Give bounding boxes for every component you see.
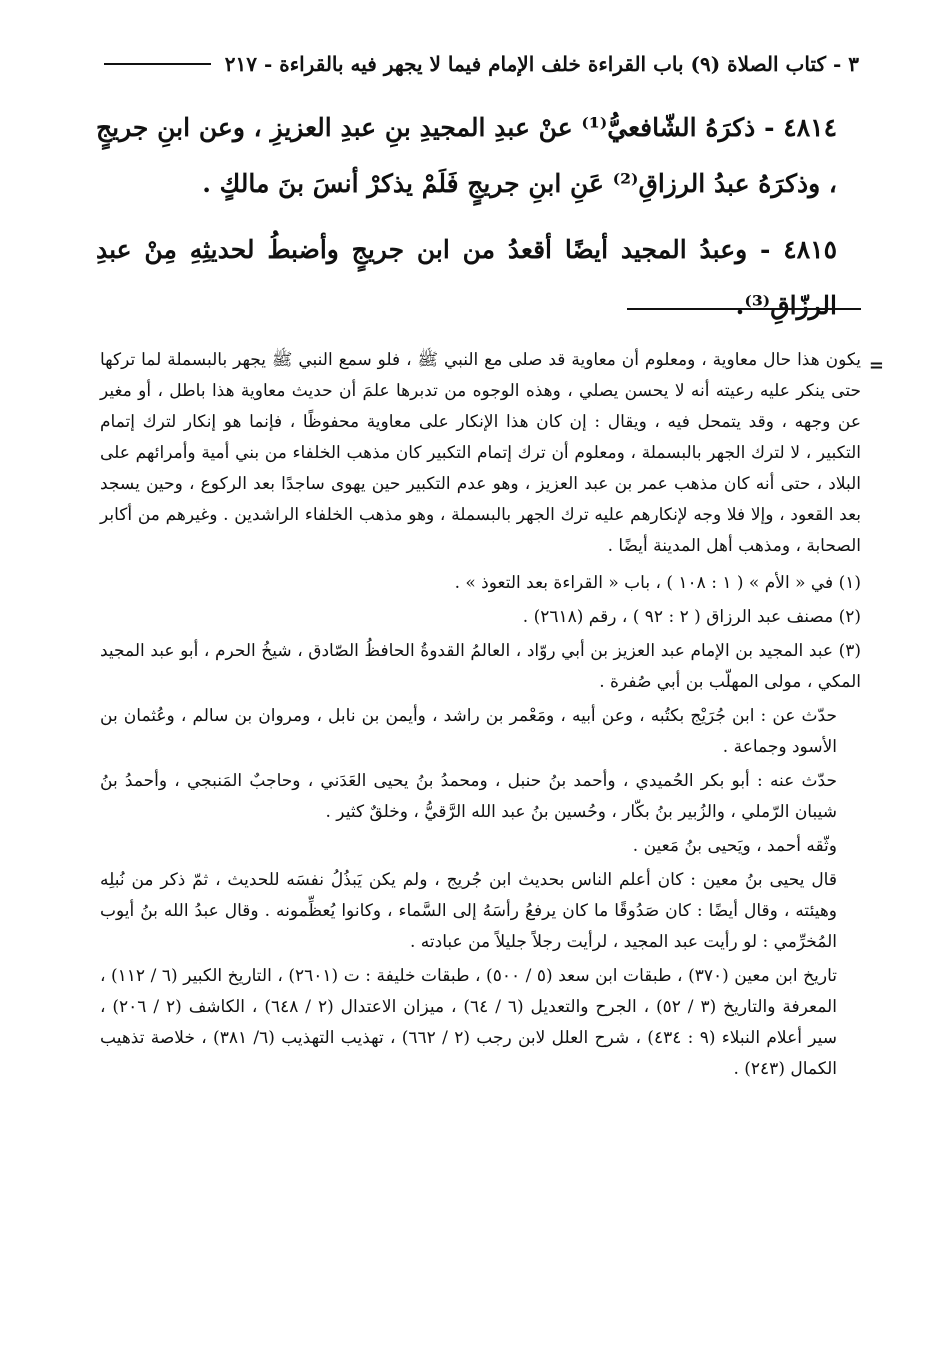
footnote-1: (١) في « الأم » ( ١ : ١٠٨ ) ، باب « القراءة بعد التعوذ » . <box>454 573 861 593</box>
footnotes <box>100 345 861 1088</box>
running-header <box>90 44 859 84</box>
footnote-3-quotes: قال يحيى بنُ معين : كان أعلم الناس بحديث ابن جُريج ، ولم يكن يَبذُلُ نفسَه للحديث ، ثمّ ذكر من نُبلِه وهيئته ، وقال أيضًا : كان صَدُوقًا ما كان يرفعُ رأسَهُ إلى السَّماء ، وكانوا يُعظِّمونه . وقال عبدُ الله بنُ أيوب المُخرِّمي : لو رأيت عبد المجيد ، لرأيت رجلاً جليلاً من عبادته . <box>100 870 837 952</box>
footnote-3-narrated-from: حدّث عن : ابن جُرَيْج بكتُبه ، وعن أبيه ، ومَعْمر بن راشد ، وأيمن بن نابل ، ومروان بن سالم ، وعُثمان بن الأسود وجماعة . <box>100 706 837 757</box>
footnote-continuation: يكون هذا حال معاوية ، ومعلوم أن معاوية قد صلى مع النبي ﷺ ، فلو سمع النبي ﷺ يجهر بالبسملة لما تركها حتى ينكر عليه رعيته أنه لا يحسن يصلي ، وهذه الوجوه من تدبرها علمَ أن حديث معاوية هذا باطل ، أو مغير عن وجهه ، وقد يتمحل فيه ، ويقال : إن كان هذا الإنكار على معاوية محفوظًا ، فإنما هو إنكار لترك إتمام التكبير ، لا لترك الجهر بالبسملة ، ومعلوم أن ترك إتمام التكبير كان مذهب الخلفاء من بني أمية وأمرائهم على البلاد ، حتى أنه كان مذهب عمر بن عبد العزيز ، وهو عدم التكبير حين يهوى ساجدًا بعد الركوع ، وحين يسجد بعد القعود ، وإلا فلا وجه لإنكارهم عليه ترك الجهر بالبسملة ، وهو مذهب الخلفاء الراشدين . وغيرهم من أكابر الصحابة ، ومذهب أهل المدينة أيضًا . <box>100 350 862 556</box>
continuation-marker: = <box>868 355 884 376</box>
footnote-3-intro: (٣) عبد المجيد بن الإمام عبد العزيز بن أبي روّاد ، العالمُ القدوةُ الحافظُ الصّادق ، شيخُ الحرم ، أبو عبد المجيد المكي ، مولى المهلّب بن أبي صُفرة . <box>100 641 861 692</box>
hadith-4815: ٤٨١٥ - وعبدُ المجيد أيضًا أقعدُ من ابن جريجٍ وأضبطُ لحديثِهِ مِنْ عبدِ الرزّاقِ⁽³⁾. <box>96 235 837 320</box>
footnote-separator <box>627 308 861 310</box>
footnote-3-trusted: وثّقه أحمد ، ويَحيى بنُ مَعين . <box>632 836 837 856</box>
footnote-3-narrated-by: حدّث عنه : أبو بكر الحُميدي ، وأحمد بنُ حنبل ، ومحمدُ بنُ يحيى العَدَني ، وحاجبٌ المَنبجي ، وأحمدُ بنُ شيبان الرّملي ، والزُبير بنُ بكّار ، وحُسين بنُ عبد الله الرَّقيُّ ، وخلقٌ كثير . <box>100 771 837 822</box>
footnote-3-references: تاريخ ابن معين (٣٧٠) ، طبقات ابن سعد (٥ / ٥٠٠) ، طبقات خليفة : ت (٢٦٠١) ، التاريخ الكبير (٦ / ١١٢) ، المعرفة والتاريخ (٣ / ٥٢) ، الجرح والتعديل (٦ / ٦٤) ، ميزان الاعتدال (٢ / ٦٤٨) ، الكاشف (٢ / ٢٠٦) ، سير أعلام النبلاء (٩ : ٤٣٤) ، شرح العلل لابن رجب (٢ / ٦٦٢) ، تهذيب التهذيب (٦/ ٣٨١) ، خلاصة تذهيب الكمال (٢٤٣) . <box>100 966 837 1079</box>
header-rule <box>104 63 211 65</box>
running-header-title: ٣ - كتاب الصلاة (٩) باب القراءة خلف الإمام فيما لا يجهر فيه بالقراءة - ٢١٧ <box>224 52 859 76</box>
footnote-2: (٢) مصنف عبد الرزاق ( ٢ : ٩٢ ) ، رقم (٢٦١٨) . <box>522 607 861 627</box>
hadith-4814: ٤٨١٤ - ذكرَهُ الشّافعيُّ⁽¹⁾ عنْ عبدِ المجيدِ بنِ عبدِ العزيزِ ، وعن ابنِ جريجٍ ، وذكرَهُ عبدُ الرزاقِ⁽²⁾ عَنِ ابنِ جريجٍ فَلَمْ يذكرْ أنسَ بنَ مالكٍ . <box>96 113 837 198</box>
